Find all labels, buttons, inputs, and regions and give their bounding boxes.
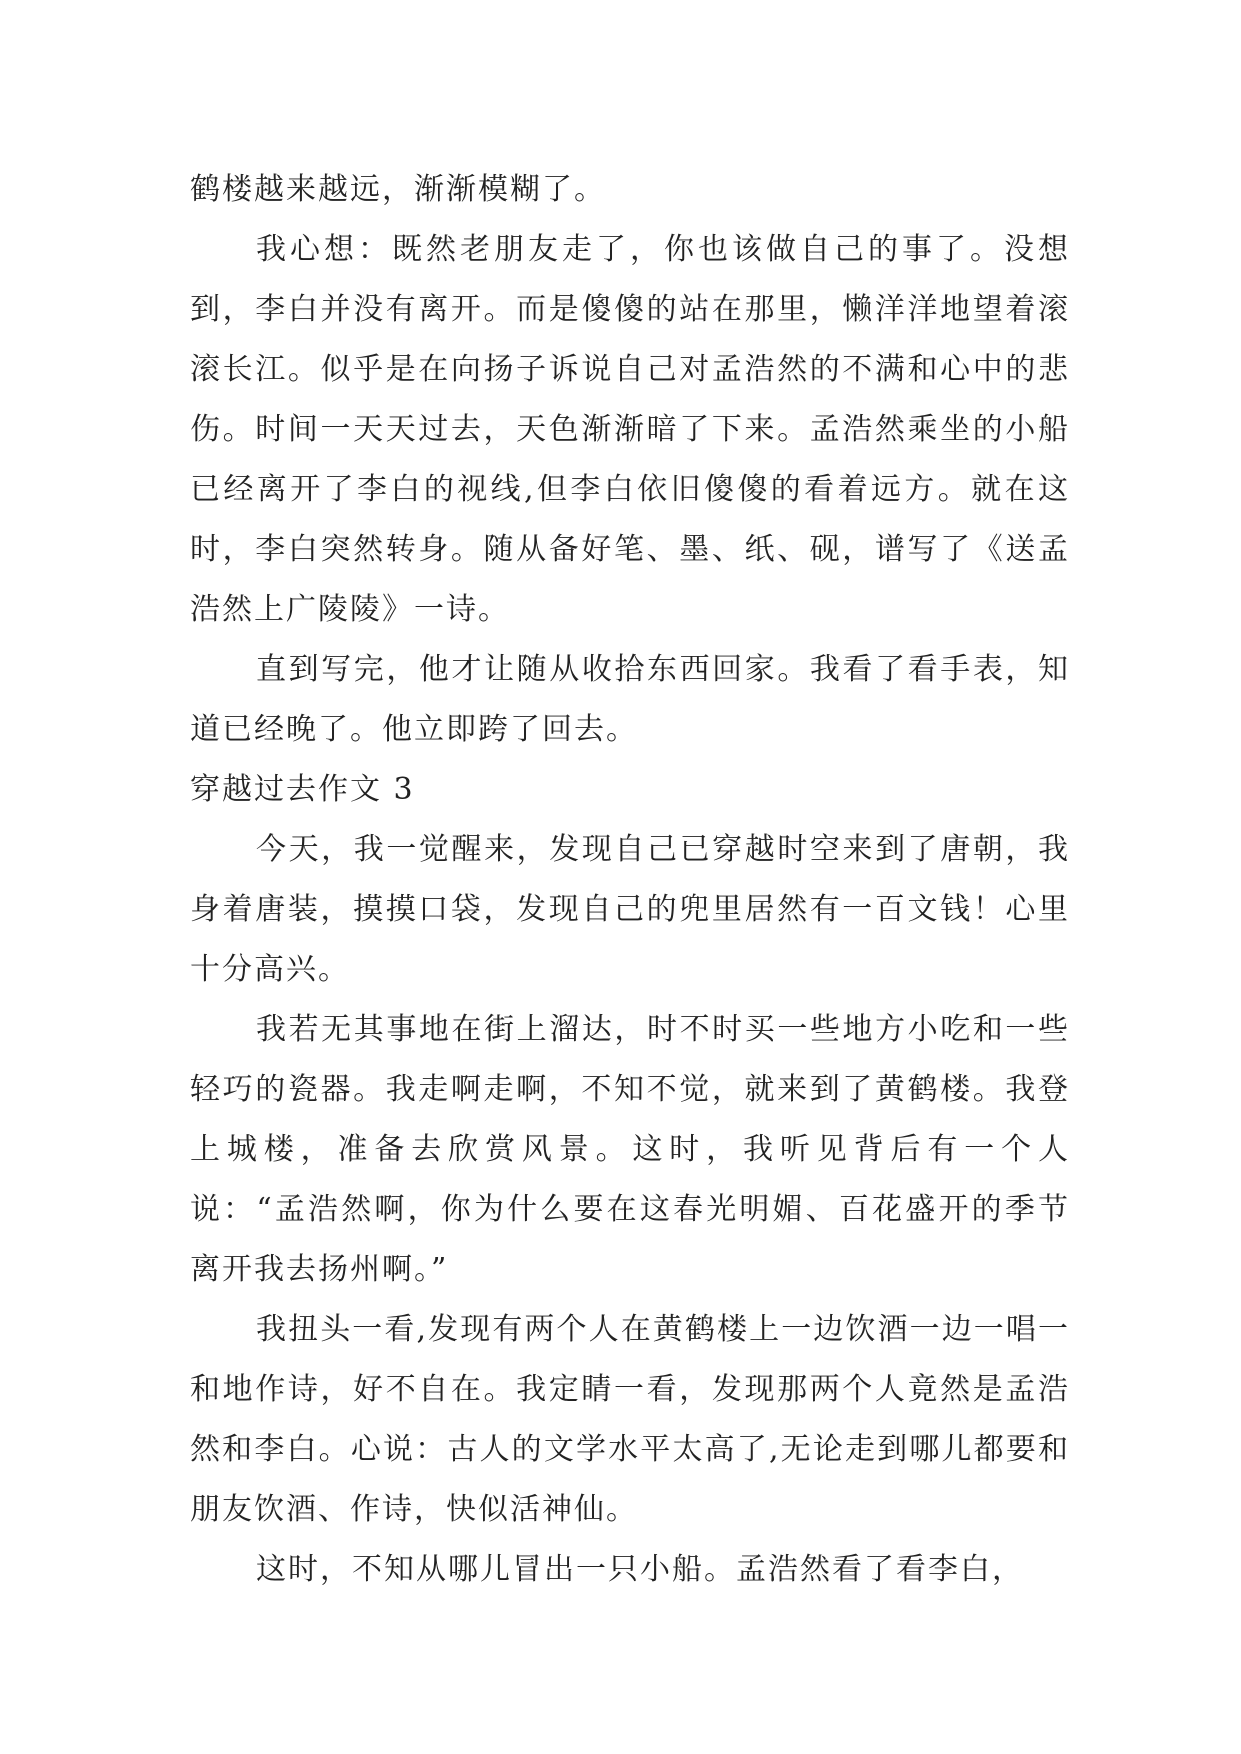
- section-title: 穿越过去作文 3: [190, 772, 415, 807]
- paragraph: 我心想：既然老朋友走了，你也该做自己的事了。没想到，李白并没有离开。而是傻傻的站在那里，懒洋洋地望着滚滚长江。似乎是在向扬子诉说自己对孟浩然的不满和心中的悲伤。时间一天天过去，天色渐渐暗了下来。孟浩然乘坐的小船已经离开了李白的视线,但李白依旧傻傻的看着远方。就在这时，李白突然转身。随从备好笔、墨、纸、砚，谱写了《送孟浩然上广陵陵》一诗。: [190, 232, 1070, 627]
- paragraph: 直到写完，他才让随从收拾东西回家。我看了看手表，知道已经晚了。他立即跨了回去。: [190, 652, 1070, 747]
- paragraph: 我扭头一看,发现有两个人在黄鹤楼上一边饮酒一边一唱一和地作诗，好不自在。我定睛一看，发现那两个人竟然是孟浩然和李白。心说：古人的文学水平太高了,无论走到哪儿都要和朋友饮酒、作诗，快似活神仙。: [190, 1312, 1070, 1527]
- paragraph: 鹤楼越来越远，渐渐模糊了。: [190, 172, 606, 207]
- paragraph: 今天，我一觉醒来，发现自己已穿越时空来到了唐朝，我身着唐装，摸摸口袋，发现自己的兜里居然有一百文钱！心里十分高兴。: [190, 832, 1070, 987]
- paragraph: 这时，不知从哪儿冒出一只小船。孟浩然看了看李白，: [256, 1552, 1024, 1587]
- paragraph: 我若无其事地在街上溜达，时不时买一些地方小吃和一些轻巧的瓷器。我走啊走啊，不知不觉，就来到了黄鹤楼。我登上城楼，准备去欣赏风景。这时，我听见背后有一个人说：“孟浩然啊，你为什么要在这春光明媚、百花盛开的季节离开我去扬州啊。”: [190, 1012, 1070, 1287]
- document-body: [190, 160, 1070, 1600]
